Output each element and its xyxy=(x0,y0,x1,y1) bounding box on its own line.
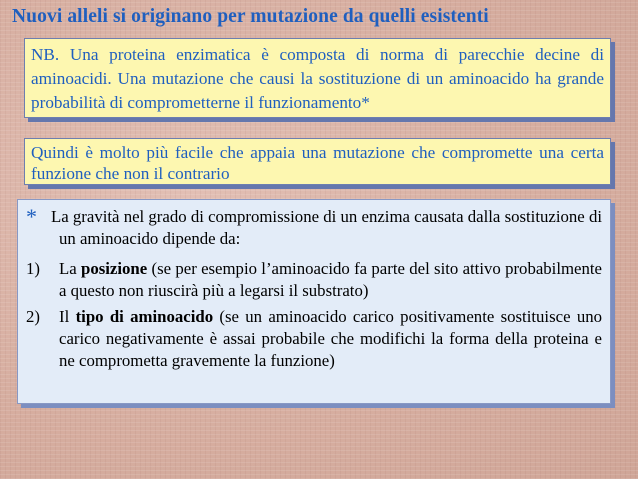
list-number: 2) xyxy=(26,307,40,326)
note-box-proteina xyxy=(24,38,611,118)
list-item-text xyxy=(59,258,602,302)
item-explanation: (se per esempio l’aminoacido fa parte del sito attivo probabilmente a questo non riuscirà più a legarsi il substrato) xyxy=(59,259,602,300)
list-item-tipo-aminoacido xyxy=(26,306,602,372)
slide-title: Nuovi alleli si originano per mutazione da quelli esistenti xyxy=(12,6,489,27)
note-text: NB. Una proteina enzimatica è composta di norma di parecchie decine di aminoacidi. Una mutazione che causi la sostituzione di un aminoacido ha grande probabilità di comprometterne il funzionamento* xyxy=(31,45,604,112)
severity-intro xyxy=(26,206,602,250)
conclusion-text: Quindi è molto più facile che appaia una mutazione che compromette una certa funzione che non il contrario xyxy=(31,143,604,183)
list-number: 1) xyxy=(26,259,40,278)
list-item-text xyxy=(59,306,602,372)
item-keyword: tipo di aminoacido xyxy=(75,307,214,326)
item-explanation: (se un aminoacido carico positivamente sostituisce uno carico negativamente è assai probabile che modifichi la forma della proteina e ne comprometta gravemente la funzione) xyxy=(59,307,602,370)
item-prefix: La xyxy=(59,259,77,278)
conclusion-box xyxy=(24,138,611,185)
list-item-posizione xyxy=(26,258,602,302)
item-keyword: posizione xyxy=(81,259,148,278)
intro-text: La gravità nel grado di compromissione di un enzima causata dalla sostituzione di un aminoacido dipende da: xyxy=(51,207,602,248)
asterisk-marker: * xyxy=(26,204,37,229)
severity-detail-box xyxy=(17,199,611,404)
item-prefix: Il xyxy=(59,307,70,326)
